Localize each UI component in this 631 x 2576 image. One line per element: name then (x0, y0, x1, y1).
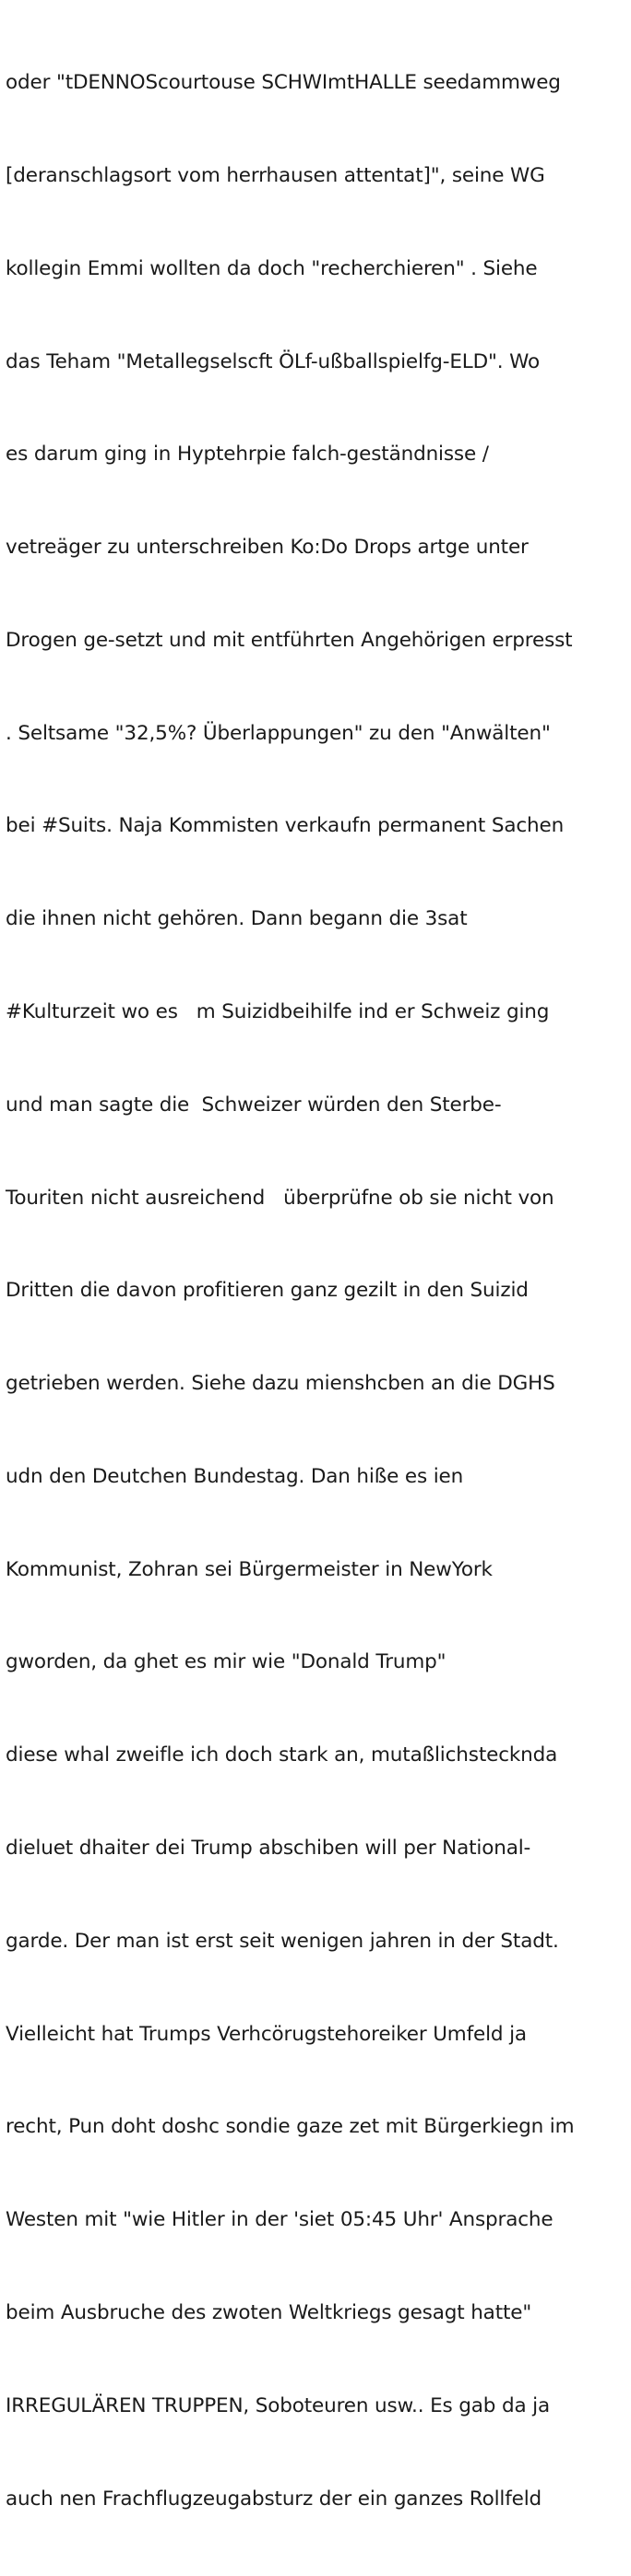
text-line: auch nen Frachflugzeugabsturz der ein ganzes Rollfeld (6, 2487, 542, 2511)
text-line: es darum ging in Hyptehrpie falch-geständnisse / (6, 443, 489, 467)
text-line: dieluet dhaiter dei Trump abschiben will per National- (6, 1837, 531, 1861)
text-line: Dritten die davon profitieren ganz gezilt in den Suizid (6, 1279, 529, 1303)
text-line: gworden, da ghet es mir wie "Donald Trump" (6, 1650, 446, 1674)
text-line-overflow-fragment: da (532, 1743, 558, 1767)
text-line: IRREGULÄREN TRUPPEN, Soboteuren usw.. Es gab da ja (6, 2393, 551, 2417)
text-line: recht, Pun doht doshc sondie gaze zet mit Bürgerkiegn im (6, 2115, 575, 2139)
text-line: Westen mit "wie Hitler in der 'siet 05:45 Uhr' Ansprache (6, 2208, 554, 2232)
text-line: [deranschlagsort vom herrhausen attentat]", seine WG (6, 163, 545, 187)
text-line: . Seltsame "32,5%? Überlappungen" zu den "Anwälten" (6, 721, 551, 745)
text-line: udn den Deutchen Bundestag. Dan hiße es ien (6, 1464, 464, 1488)
text-line: getrieben werden. Siehe dazu mienshcben an die DGHS (6, 1372, 555, 1396)
text-line: garde. Der man ist erst seit wenigen jahren in der Stadt. (6, 1929, 559, 1953)
text-line: Touriten nicht ausreichend überprüfne ob sie nicht von (6, 1186, 554, 1210)
text-line: kollegin Emmi wollten da doch "recherchieren" . Siehe (6, 256, 538, 280)
text-line: #Kulturzeit wo es m Suizidbeihilfe ind er Schweiz ging (6, 1000, 550, 1023)
text-line-main: diese whal zweifle ich doch stark an, mutaßlichsteckn (6, 1743, 533, 1767)
text-line: beim Ausbruche des zwoten Weltkriegs gesagt hatte" (6, 2300, 532, 2324)
text-line: bei #Suits. Naja Kommisten verkaufn permanent Sachen (6, 814, 565, 838)
text-line: Vielleicht hat Trumps Verhcörugstehoreiker Umfeld ja (6, 2022, 527, 2046)
text-line: das Teham "Metallegselscft ÖLf-ußballspielfg-ELD". Wo (6, 349, 540, 373)
text-line: die ihnen nicht gehören. Dann begann die 3sat (6, 907, 468, 931)
note-text (6, 6, 627, 2576)
text-line-overflow (6, 1740, 627, 1771)
text-line: und man sagte die Schweizer würden den Sterbe- (6, 1093, 502, 1117)
text-line: Kommunist, Zohran sei Bürgermeister in NewYork (6, 1557, 493, 1581)
text-line: Drogen ge-setzt und mit entführten Angehörigen erpresst (6, 628, 573, 652)
text-line: vetreäger zu unterschreiben Ko:Do Drops artge unter (6, 536, 529, 560)
text-line: oder "tDENNOScourtouse SCHWImtHALLE seedammweg (6, 71, 561, 95)
